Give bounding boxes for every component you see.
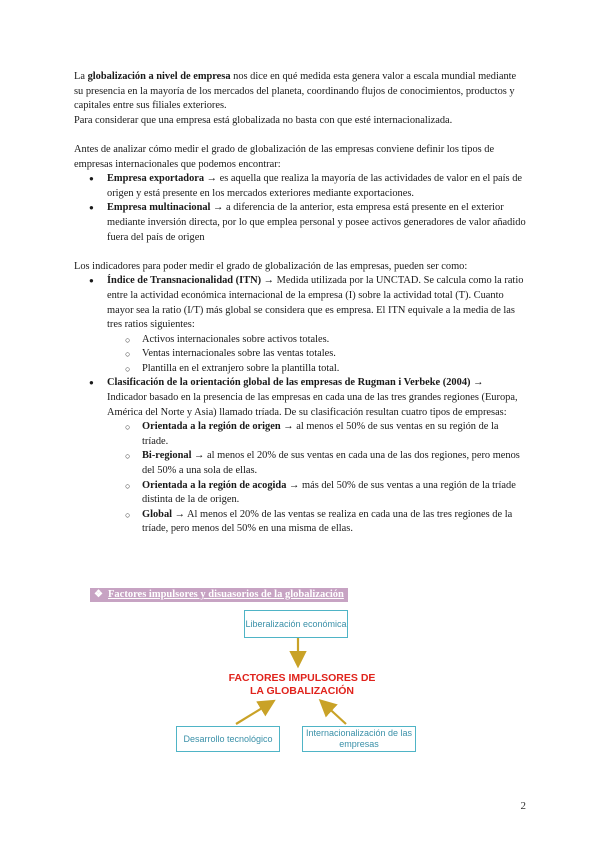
list-item: ○ Bi-regional → al menos el 20% de sus ventas en cada una de las dos regiones, pero menos del 50% a una sola de ellas. (107, 449, 526, 478)
liberalizacion-box: Liberalización económica (244, 610, 348, 638)
list-item: ○ Ventas internacionales sobre las ventas totales. (107, 347, 526, 362)
diagram-center-title: FACTORES IMPULSORES DE LA GLOBALIZACIÓN (228, 672, 376, 697)
list-item: ● Clasificación de la orientación global de las empresas de Rugman i Verbeke (2004) → Indicador basado en la presencia de las empresas en cada una de las tres grandes regiones (Europa, América del Norte y Asia) llamado tríada. De su clasificación resultan cuatro tipos de empresas: ○ Orientada a la región de origen → al menos el 50% de sus ventas en su región de la tríade. ○ Bi-regional → al menos el 20% de sus ventas en cada una de las dos regiones, pero menos del 50% a una sola de ellas. ○ Orientada a la región de acogida → más del 50% de sus ventas a una región de la tríade distinta de la de origen. ○ Global → Al menos el 20% de las ventas se realiza en cada una de las tres regiones de la tríade, pero menos del 50% en una misma de ellas. (74, 376, 526, 537)
list-item: ● Índice de Transnacionalidad (ITN) → Medida utilizada por la UNCTAD. Se calcula como la ratio entre la actividad económica internacional de la empresa (I) sobre la actividad total (T). Cuanto mayor sea la ratio (I/T) más global se considera que es empresa. El ITN equivale a la media de las tres ratios siguientes: ○ Activos internacionales sobre activos totales. ○ Ventas internacionales sobre las ventas totales. ○ Plantilla en el extranjero sobre la plantilla total. (74, 274, 526, 376)
section-heading: ❖ Factores impulsores y disuasorios de la globalización (90, 588, 348, 602)
list-item: ● Empresa multinacional → a diferencia de la anterior, esta empresa está presente en el exterior mediante inversión directa, por lo que emplea personal y posee activos generadores de valor añadido fuera del país de origen (74, 201, 526, 245)
intro-line2: Para considerar que una empresa está globalizada no basta con que esté internacionalizada. (74, 114, 453, 126)
indicators-lead: Los indicadores para poder medir el grado de globalización de las empresas, pueden ser como: (74, 260, 468, 272)
intro-bold-term: globalización a nivel de empresa (87, 71, 231, 82)
list-item: ○ Global → Al menos el 20% de las ventas se realiza en cada una de las tres regiones de la tríade, pero menos del 50% en una misma de ellas. (107, 508, 526, 537)
desarrollo-box: Desarrollo tecnológico (176, 726, 280, 752)
list-item: ○ Activos internacionales sobre activos totales. (107, 333, 526, 348)
list-item: ● Empresa exportadora → es aquella que realiza la mayoría de las actividades de valor en el país de origen y está presente en los mercados exteriores mediante exportaciones. (74, 172, 526, 201)
list-item: ○ Orientada a la región de origen → al menos el 50% de sus ventas en su región de la tríade. (107, 420, 526, 449)
internacionalizacion-box: Internacionalización de las empresas (302, 726, 416, 752)
types-lead: Antes de analizar cómo medir el grado de globalización de las empresas conviene definir los tipos de empresas internacionales que podemos encontrar: (74, 143, 495, 170)
arrow-up-right (322, 702, 346, 724)
diamond-bullet-icon: ❖ (94, 589, 103, 600)
page-number: 2 (520, 800, 526, 812)
arrow-up-left (236, 702, 272, 724)
list-item: ○ Orientada a la región de acogida → más del 50% de sus ventas a una región de la tríade distinta de la de origen. (107, 479, 526, 508)
intro-paragraph: La globalización a nivel de empresa nos dice en qué medida esta genera valor a escala mundial mediante su presencia en la mayoría de los mercados del planeta, coordinando flujos de conocimientos, productos y capitales entre sus filiales exteriores. (74, 71, 517, 112)
list-item: ○ Plantilla en el extranjero sobre la plantilla total. (107, 362, 526, 377)
